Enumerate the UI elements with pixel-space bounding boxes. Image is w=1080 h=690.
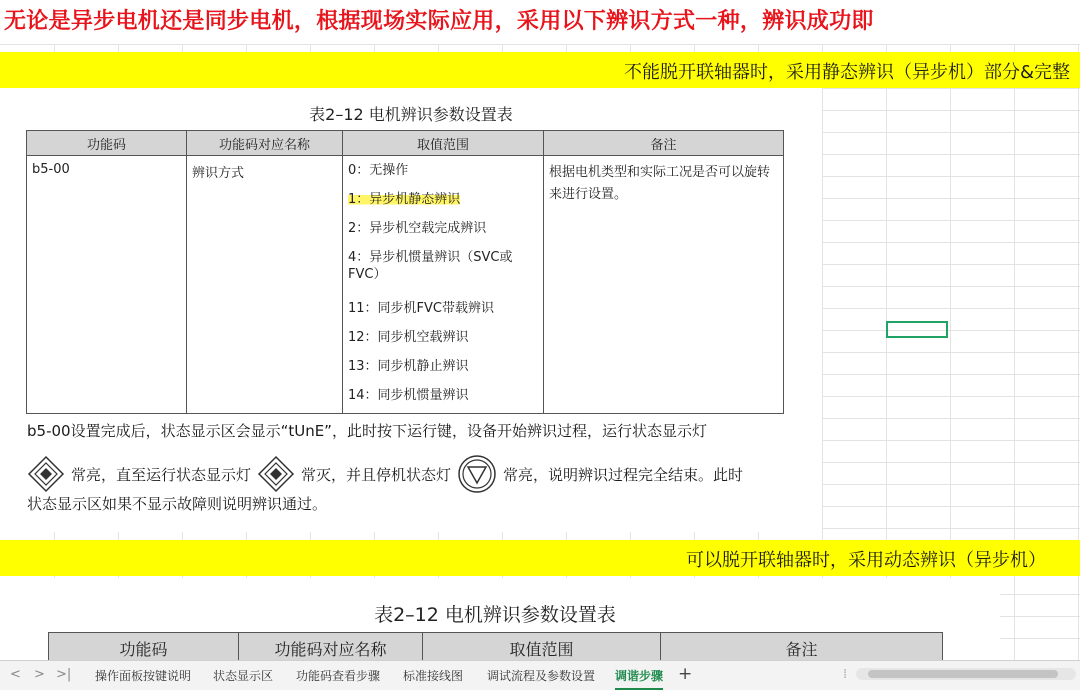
splitter-handle-icon[interactable]: ⁞ <box>843 667 848 682</box>
header-range-2: 取值范围 <box>423 633 661 664</box>
header-range: 取值范围 <box>343 131 544 156</box>
table-header-row <box>49 633 943 664</box>
embedded-manual-image-2[interactable] <box>0 578 1000 662</box>
add-sheet-icon[interactable]: + <box>678 664 693 684</box>
header-code-2: 功能码 <box>49 633 239 664</box>
tab-function-code-steps[interactable]: 功能码查看步骤 <box>296 669 381 683</box>
table-caption: 表2–12 电机辨识参数设置表 <box>309 105 513 124</box>
header-note-2: 备注 <box>661 633 943 664</box>
option-2: 2：异步机空载完成辨识 <box>348 221 487 236</box>
header-name-2: 功能码对应名称 <box>239 633 423 664</box>
table-row <box>27 156 784 414</box>
last-sheet-icon[interactable]: >| <box>56 667 72 682</box>
header-note: 备注 <box>544 131 784 156</box>
title-row[interactable] <box>0 0 1080 44</box>
selected-cell[interactable] <box>886 321 948 338</box>
parameter-table <box>26 130 784 414</box>
cell-note: 根据电机类型和实际工况是否可以旋转来进行设置。 <box>544 156 784 414</box>
sheet-title: 无论是异步电机还是同步电机，根据现场实际应用，采用以下辨识方式一种，辨识成功即 <box>4 9 874 34</box>
cell-code: b5-00 <box>27 156 187 414</box>
paragraph-line-3: 状态显示区如果不显示故障则说明辨识通过。 <box>27 495 328 513</box>
table-caption-2: 表2–12 电机辨识参数设置表 <box>374 604 616 626</box>
paragraph-line-1: b5-00设置完成后，状态显示区会显示“tUnE”，此时按下运行键，设备开始辨识过程，运行状态显示灯 <box>27 422 707 440</box>
table-header-row <box>27 131 784 156</box>
banner-dynamic-identification[interactable] <box>0 540 1080 576</box>
banner-dynamic-text: 可以脱开联轴器时，采用动态辨识（异步机） <box>686 550 1046 571</box>
tab-status-display[interactable]: 状态显示区 <box>213 669 274 683</box>
sheet-tab-bar <box>0 660 1080 690</box>
option-1 <box>348 191 538 220</box>
option-13: 13：同步机静止辨识 <box>348 359 469 374</box>
paragraph-line-2 <box>27 454 743 494</box>
header-name: 功能码对应名称 <box>187 131 343 156</box>
option-12: 12：同步机空载辨识 <box>348 330 469 345</box>
option-14: 14：同步机惯量辨识 <box>348 388 469 403</box>
paragraph-line-2b: 常灭，并且停机状态灯 <box>301 465 452 484</box>
banner-static-text: 不能脱开联轴器时，采用静态辨识（异步机）部分&完整 <box>623 62 1070 83</box>
tab-debug-flow[interactable]: 调试流程及参数设置 <box>487 669 596 683</box>
paragraph-line-2a: 常亮，直至运行状态显示灯 <box>71 465 252 484</box>
run-lamp-icon <box>27 455 65 493</box>
option-11: 11：同步机FVC带载辨识 <box>348 301 494 316</box>
embedded-manual-image-1[interactable] <box>0 88 822 532</box>
cell-name: 辨识方式 <box>187 156 343 414</box>
header-code: 功能码 <box>27 131 187 156</box>
run-lamp-icon-2 <box>257 455 295 493</box>
tab-wiring-diagram[interactable]: 标准接线图 <box>403 669 464 683</box>
cell-range <box>343 156 544 414</box>
tab-tuning-steps[interactable]: 调谐步骤 <box>615 669 664 683</box>
banner-static-identification[interactable] <box>0 52 1080 88</box>
tab-panel-keys[interactable]: 操作面板按键说明 <box>95 669 192 683</box>
option-1-highlight: 1：异步机静态辨识 <box>348 192 461 207</box>
first-sheet-icon[interactable]: < <box>10 667 21 682</box>
next-sheet-icon[interactable]: > <box>34 667 45 682</box>
option-4: 4：异步机惯量辨识（SVC或FVC） <box>348 250 513 282</box>
horizontal-scrollbar[interactable] <box>856 668 1076 680</box>
option-0: 0：无操作 <box>348 163 409 178</box>
stop-lamp-icon <box>457 454 497 494</box>
paragraph-line-2c: 常亮，说明辨识过程完全结束。此时 <box>503 465 744 484</box>
scrollbar-thumb[interactable] <box>868 670 1058 678</box>
